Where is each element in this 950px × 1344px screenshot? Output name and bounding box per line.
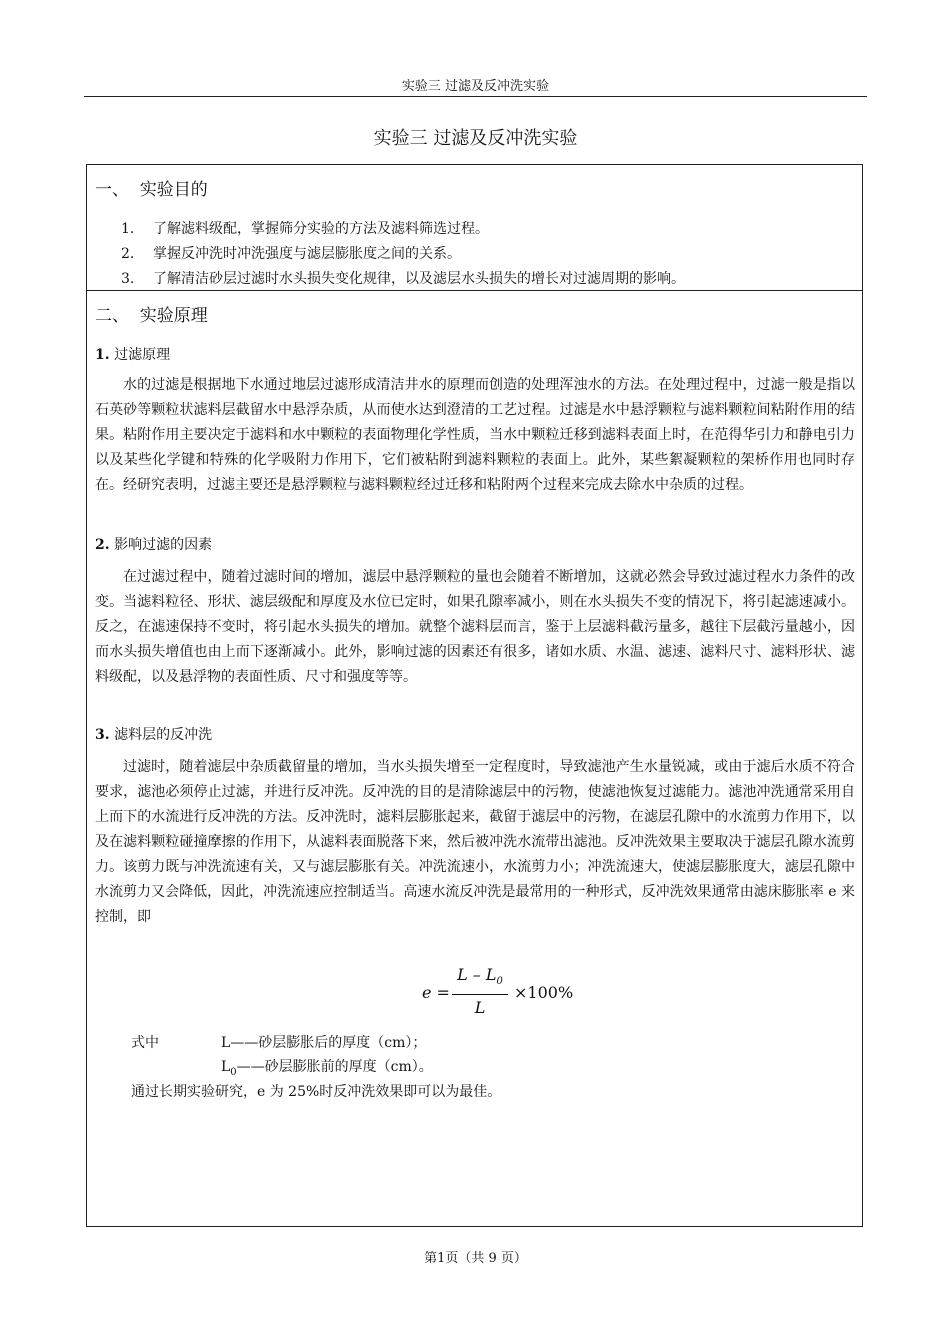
item-text: 了解滤料级配，掌握筛分实验的方法及滤料筛选过程。 xyxy=(153,221,489,237)
where-definition-1: L——砂层膨胀后的厚度（cm）； xyxy=(221,1035,427,1051)
definition-subscript: 0 xyxy=(230,1066,237,1078)
formula-fraction xyxy=(452,965,508,1018)
subsection-number: 1. xyxy=(95,347,110,363)
where-label: 式中 xyxy=(131,1035,159,1051)
numerator-text: L – L xyxy=(457,965,497,984)
list-item xyxy=(87,217,862,242)
formula-lhs: e = xyxy=(422,983,450,1002)
item-number: 1. xyxy=(121,221,135,237)
fraction-bar xyxy=(452,994,508,995)
formula-numerator xyxy=(452,965,508,992)
item-text: 了解清洁砂层过滤时水头损失变化规律，以及滤层水头损失的增长对过滤周期的影响。 xyxy=(153,271,685,287)
objectives-list xyxy=(87,217,862,292)
definition-text: ——砂层膨胀前的厚度（cm）。 xyxy=(236,1059,433,1075)
running-header: 实验三 过滤及反冲洗实验 xyxy=(401,79,550,94)
subsection-number: 3. xyxy=(95,727,110,743)
formula-denominator: L xyxy=(474,998,486,1018)
page-number: 第1页（共 9 页） xyxy=(424,1251,527,1266)
numerator-subscript: 0 xyxy=(496,976,503,988)
subsection1-heading xyxy=(95,345,170,365)
content-frame xyxy=(86,164,863,1227)
item-number: 3. xyxy=(121,271,135,287)
filtration-factors-paragraph: 在过滤过程中，随着过滤时间的增加，滤层中悬浮颗粒的量也会随着不断增加，这就必然会导致过滤过程水力条件的改变。当滤料粒径、形状、滤层级配和厚度及水位已定时，如果孔隙率减小，则在水头损失不变的情况下，将引起滤速减小。反之，在滤速保持不变时，将引起水头损失的增加。就整个滤料层而言，鉴于上层滤料截污量多，越往下层截污量越小，因而水头损失增值也由上而下逐渐减小。此外，影响过滤的因素还有很多，诸如水质、水温、滤速、滤料尺寸、滤料形状、滤料级配，以及悬浮物的表面性质、尺寸和强度等等。 xyxy=(95,569,855,685)
subsection-title: 滤料层的反冲洗 xyxy=(114,727,213,743)
list-item xyxy=(87,242,862,267)
subsection-number: 2. xyxy=(95,537,110,553)
section2-heading: 二、 实验原理 xyxy=(95,306,208,326)
section-divider xyxy=(87,290,862,291)
section1-heading: 一、 实验目的 xyxy=(95,180,208,200)
subsection-title: 过滤原理 xyxy=(114,347,171,363)
document-title: 实验三 过滤及反冲洗实验 xyxy=(373,128,578,149)
subsection-title: 影响过滤的因素 xyxy=(114,537,213,553)
item-text: 掌握反冲洗时冲洗强度与滤层膨胀度之间的关系。 xyxy=(153,246,461,262)
subsection2-heading xyxy=(95,535,212,555)
header-rule xyxy=(84,96,867,97)
definition-symbol: L xyxy=(221,1059,231,1075)
list-item xyxy=(87,267,862,292)
filtration-principle-paragraph: 水的过滤是根据地下水通过地层过滤形成清洁井水的原理而创造的处理浑浊水的方法。在处理过程中，过滤一般是指以石英砂等颗粒状滤料层截留水中悬浮杂质，从而使水达到澄清的工艺过程。过滤是水中悬浮颗粒与滤料颗粒间粘附作用的结果。粘附作用主要决定于滤料和水中颗粒的表面物理化学性质，当水中颗粒迁移到滤料表面上时，在范得华引力和静电引力以及某些化学键和特殊的化学吸附力作用下，它们被粘附到滤料颗粒的表面上。此外，某些絮凝颗粒的架桥作用也同时存在。经研究表明，过滤主要还是悬浮颗粒与滤料颗粒经过迁移和粘附两个过程来完成去除水中杂质的过程。 xyxy=(95,377,855,493)
conclusion-text: 通过长期实验研究，e 为 25%时反冲洗效果即可以为最佳。 xyxy=(131,1084,502,1100)
backwash-paragraph: 过滤时，随着滤层中杂质截留量的增加，当水头损失增至一定程度时，导致滤池产生水量锐减，或由于滤后水质不符合要求，滤池必须停止过滤，并进行反冲洗。反冲洗的目的是清除滤层中的污物，使滤池恢复过滤能力。滤池冲洗通常采用自上而下的水流进行反冲洗的方法。反冲洗时，滤料层膨胀起来，截留于滤层中的污物，在滤层孔隙中的水流剪力作用下，以及在滤料颗粒碰撞摩擦的作用下，从滤料表面脱落下来，然后被冲洗水流带出滤池。反冲洗效果主要取决于滤层孔隙水流剪力。该剪力既与冲洗流速有关，又与滤层膨胀有关。冲洗流速小，水流剪力小；冲洗流速大，使滤层膨胀度大，滤层孔隙中水流剪力又会降低，因此，冲洗流速应控制适当。高速水流反冲洗是最常用的一种形式，反冲洗效果通常由滤床膨胀率 e 来控制，即 xyxy=(95,759,855,925)
formula-rhs: ×100% xyxy=(514,983,574,1002)
item-number: 2. xyxy=(121,246,135,262)
subsection3-heading xyxy=(95,725,212,745)
